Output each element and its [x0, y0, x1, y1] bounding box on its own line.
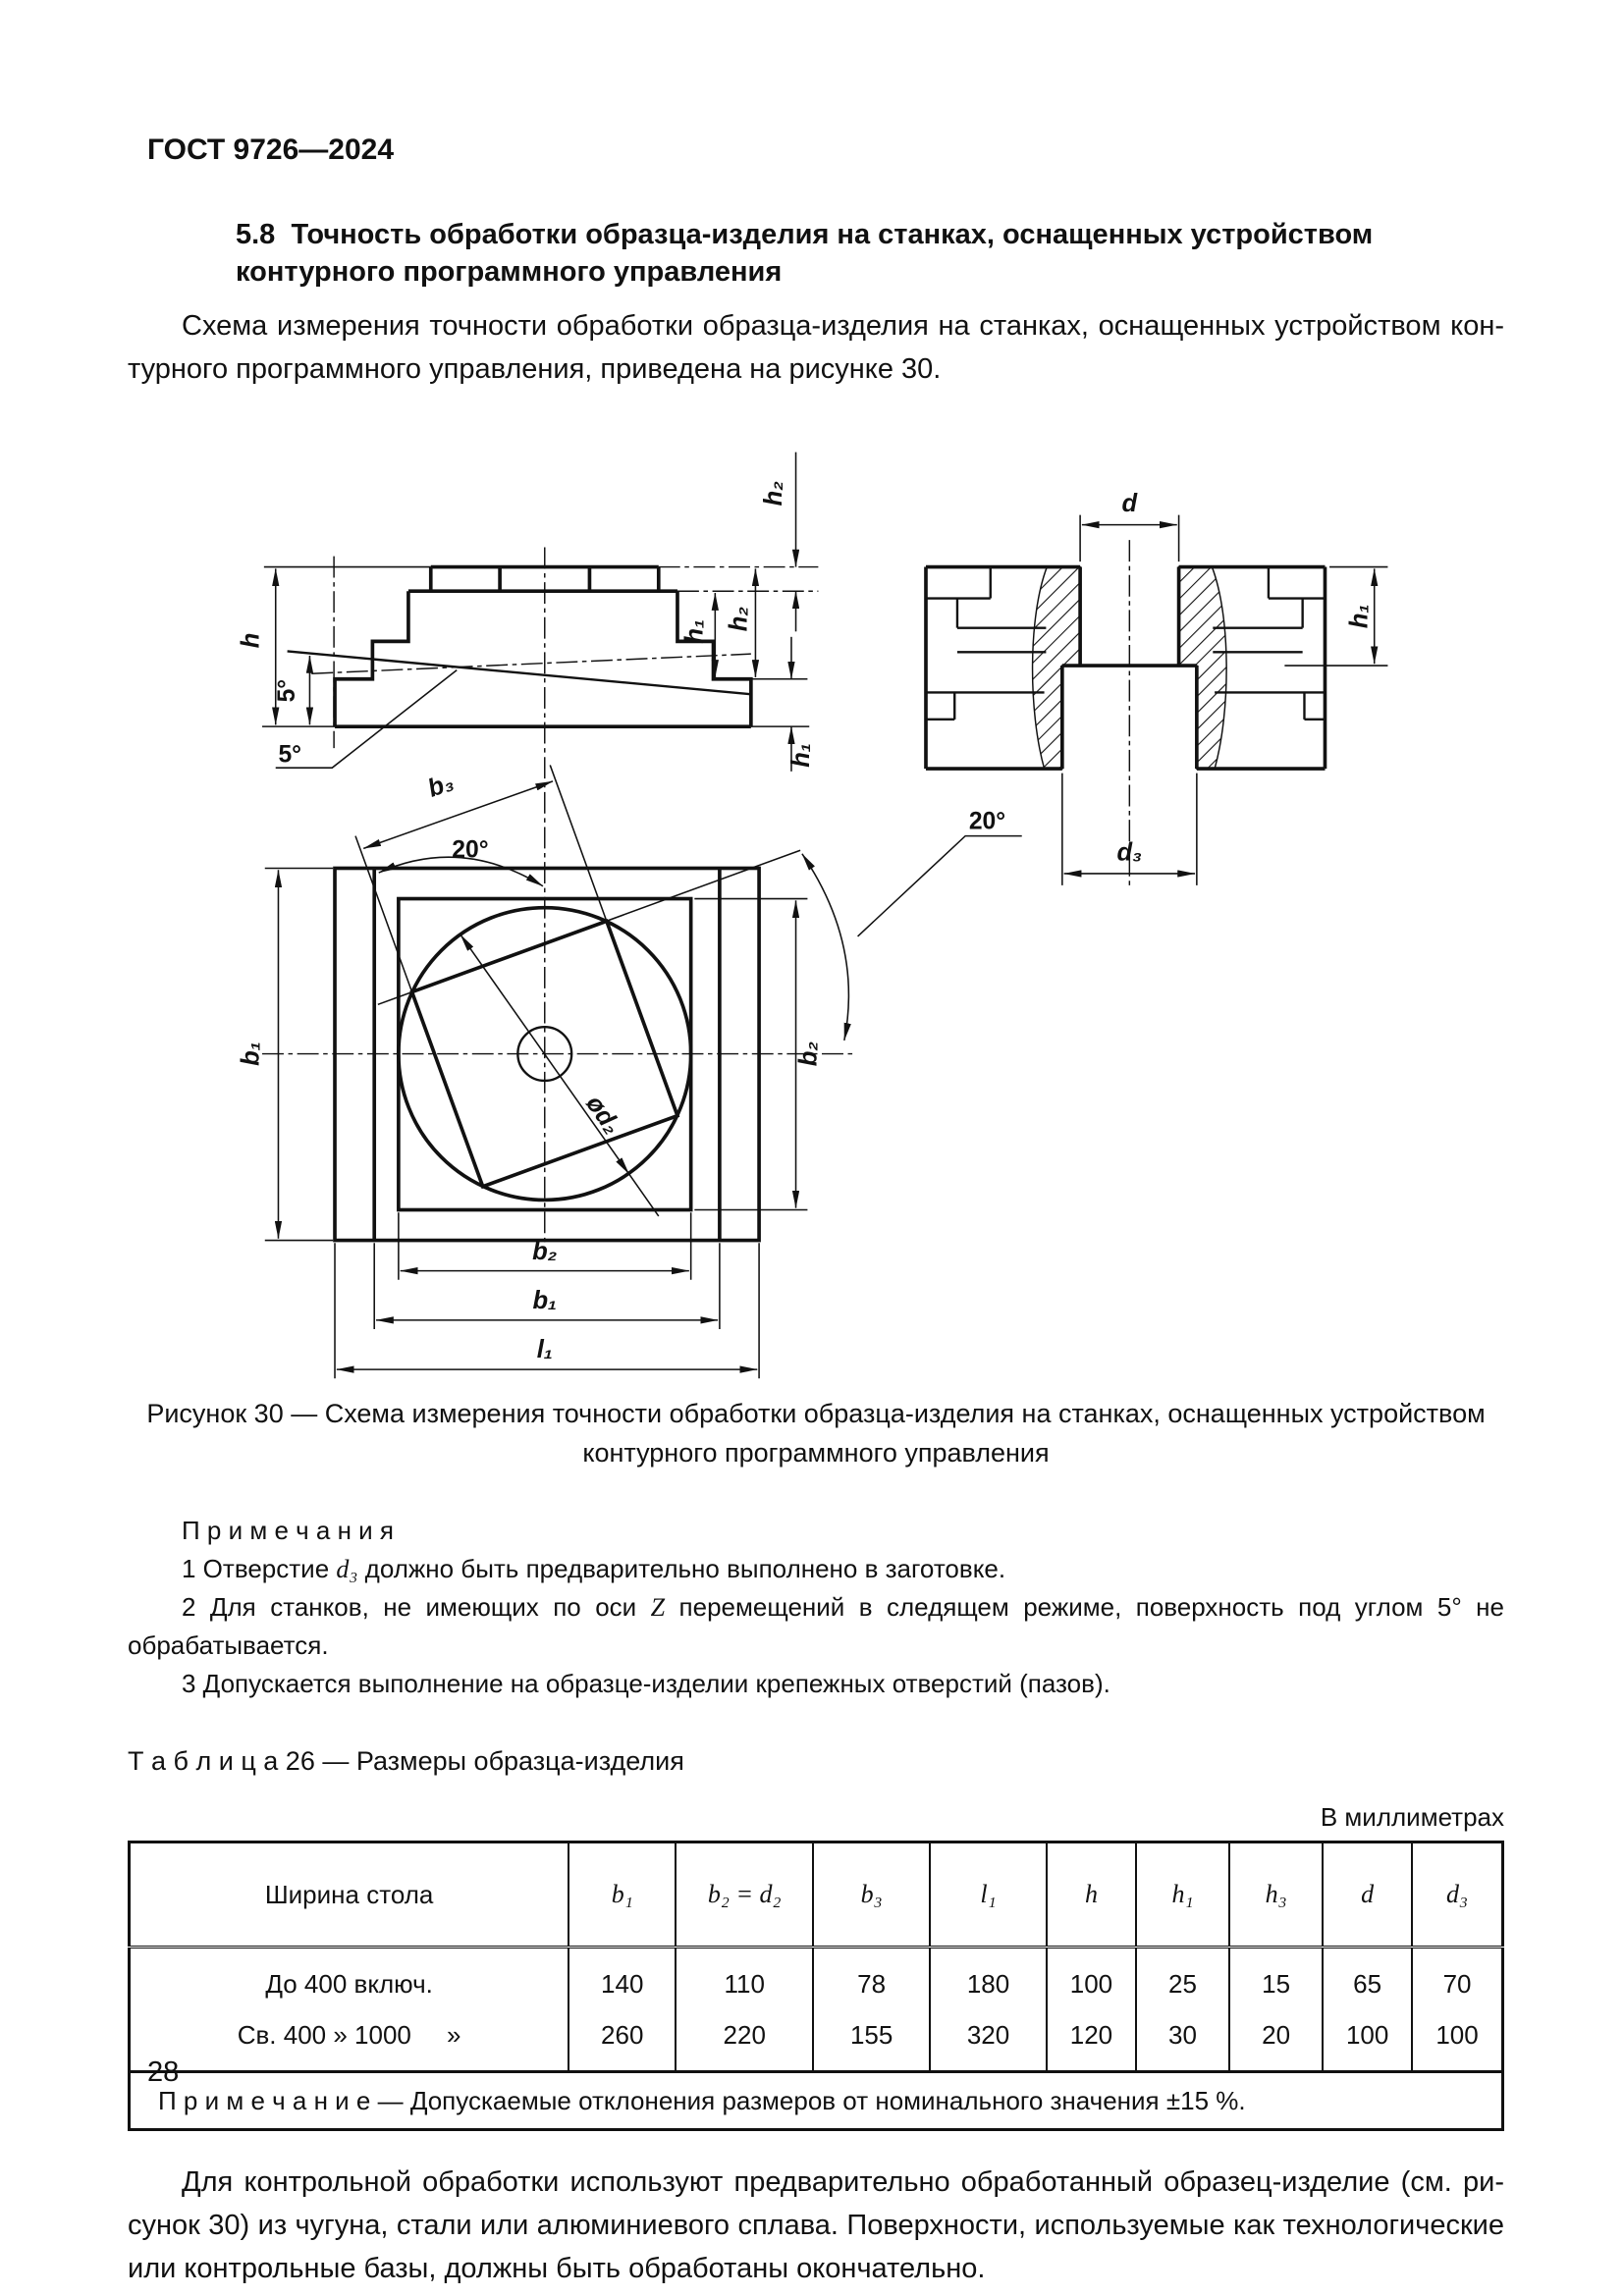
intro-line1: Схема измерения точности обработки образца-изделия на станках, оснащенных устройством кон-	[182, 310, 1504, 342]
dim-b2-right-label: b₂	[794, 1041, 823, 1067]
table-row	[130, 2009, 1503, 2072]
figure-30-drawing	[128, 397, 1392, 1387]
col-header-b3: b₃	[813, 1842, 930, 1948]
col-header-b1: b₁	[568, 1842, 676, 1948]
dim-dia-d2-label: ød₂	[580, 1090, 626, 1140]
cell: 120	[1047, 2009, 1136, 2072]
figure-caption-line1: Рисунок 30 — Схема измерения точности обработки образца-изделия на станках, оснащенных устройством	[146, 1399, 1486, 1429]
table-row	[130, 1948, 1503, 2010]
col-header-d: d	[1323, 1842, 1412, 1948]
figure-30	[128, 397, 1504, 1472]
angle-20-left-label: 20°	[452, 836, 489, 864]
notes-block	[128, 1512, 1504, 1703]
cell: 78	[813, 1948, 930, 2010]
section-title-line1: Точность обработки образца-изделия на станках, оснащенных устройством	[291, 219, 1374, 250]
table-header-row	[130, 1842, 1503, 1948]
figure-caption	[128, 1394, 1504, 1472]
cell: 100	[1047, 1948, 1136, 2010]
col-header-l1: l₁	[930, 1842, 1047, 1948]
cell: 30	[1136, 2009, 1229, 2072]
cell: 320	[930, 2009, 1047, 2072]
cell: 155	[813, 2009, 930, 2072]
intro-paragraph	[128, 304, 1504, 391]
leader-5deg-label: 5°	[278, 741, 302, 769]
section-number: 5.8	[236, 219, 276, 250]
table-26	[128, 1841, 1504, 2131]
table-caption-label: Т а б л и ц а 26	[128, 1746, 315, 1777]
col-header-h: h	[1047, 1842, 1136, 1948]
cell: 70	[1412, 1948, 1502, 2010]
col-header-h3: h₃	[1229, 1842, 1323, 1948]
cell: 100	[1323, 2009, 1412, 2072]
closing-line1: Для контрольной обработки используют предварительно обработанный образец-изделие (см. ри-	[182, 2166, 1504, 2199]
note-1: 1 Отверстие d₃ должно быть предварительно выполнено в заготовке.	[182, 1554, 1006, 1584]
intro-line2: турного программного управления, приведена на рисунке 30.	[128, 353, 942, 385]
table-note-row	[130, 2072, 1503, 2130]
dim-b1-bottom-label: b₁	[532, 1286, 558, 1314]
dim-d3-label: d₃	[1116, 838, 1143, 867]
figure-caption-line2: контурного программного управления	[582, 1438, 1050, 1468]
col-header-d3: d₃	[1412, 1842, 1502, 1948]
table-note-text: — Допускаемые отклонения размеров от номинального значения ±15 %.	[370, 2085, 1246, 2115]
plan-view	[237, 765, 1021, 1378]
side-view	[237, 453, 818, 1251]
dim-b3-label: b₃	[424, 768, 458, 803]
dim-h1-bottom-label: h₁	[787, 743, 816, 768]
dim-h2-mid-label: h₂	[725, 606, 753, 632]
note-1-var: d₃	[336, 1555, 358, 1584]
section-title-line2: контурного программного управления	[236, 256, 783, 288]
col-header-h1: h₁	[1136, 1842, 1229, 1948]
cell: 65	[1323, 1948, 1412, 2010]
dim-h1-section-label: h₁	[1345, 604, 1374, 629]
doc-code: ГОСТ 9726—2024	[147, 133, 395, 166]
dim-5deg-label: 5°	[273, 678, 300, 703]
notes-heading: П р и м е ч а н и я	[182, 1516, 394, 1546]
closing-line3: или контрольные базы, должны быть обработаны окончательно.	[128, 2253, 986, 2285]
dim-d-label: d	[1121, 489, 1138, 517]
col-header-b2d2: b₂ = d₂	[676, 1842, 813, 1948]
note-3: 3 Допускается выполнение на образце-изделии крепежных отверстий (пазов).	[182, 1669, 1110, 1699]
table-units: В миллиметрах	[1320, 1802, 1504, 1833]
dim-b1-left-label: b₁	[237, 1041, 265, 1066]
table-note-label: П р и м е ч а н и е	[158, 2085, 371, 2115]
cell: 20	[1229, 2009, 1323, 2072]
note-2-line1: 2 Для станков, не имеющих по оси Z перемещений в следящем режиме, поверхность под углом 5° не	[182, 1592, 1504, 1623]
section-heading	[236, 216, 1504, 291]
col-header-width: Ширина стола	[130, 1842, 569, 1948]
cell: 180	[930, 1948, 1047, 2010]
cell: 25	[1136, 1948, 1229, 2010]
dim-b2-bottom-label: b₂	[532, 1237, 558, 1265]
cell: 15	[1229, 1948, 1323, 2010]
cell: 140	[568, 1948, 676, 2010]
cell: 220	[676, 2009, 813, 2072]
note-2-var: Z	[650, 1593, 666, 1623]
page-number: 28	[147, 2056, 180, 2088]
cell: 260	[568, 2009, 676, 2072]
dim-h1-mid-label: h₁	[680, 619, 709, 644]
table-caption	[128, 1746, 1504, 1777]
table-caption-text: — Размеры образца-изделия	[314, 1746, 684, 1777]
closing-line2: сунок 30) из чугуна, стали или алюминиевого сплава. Поверхности, используемые как технологические	[128, 2210, 1504, 2242]
row-label: Св. 400 » 1000 »	[130, 2009, 569, 2072]
dim-l1-bottom-label: l₁	[536, 1336, 553, 1364]
dim-h2-top-label: h₂	[759, 480, 787, 507]
cell: 100	[1412, 2009, 1502, 2072]
cell: 110	[676, 1948, 813, 2010]
row-label: До 400 включ.	[130, 1948, 569, 2010]
note-2-line2: обрабатывается.	[128, 1630, 329, 1661]
dim-h-label: h	[237, 632, 265, 649]
angle-20-right-label: 20°	[968, 808, 1006, 835]
closing-paragraph	[128, 2161, 1504, 2290]
